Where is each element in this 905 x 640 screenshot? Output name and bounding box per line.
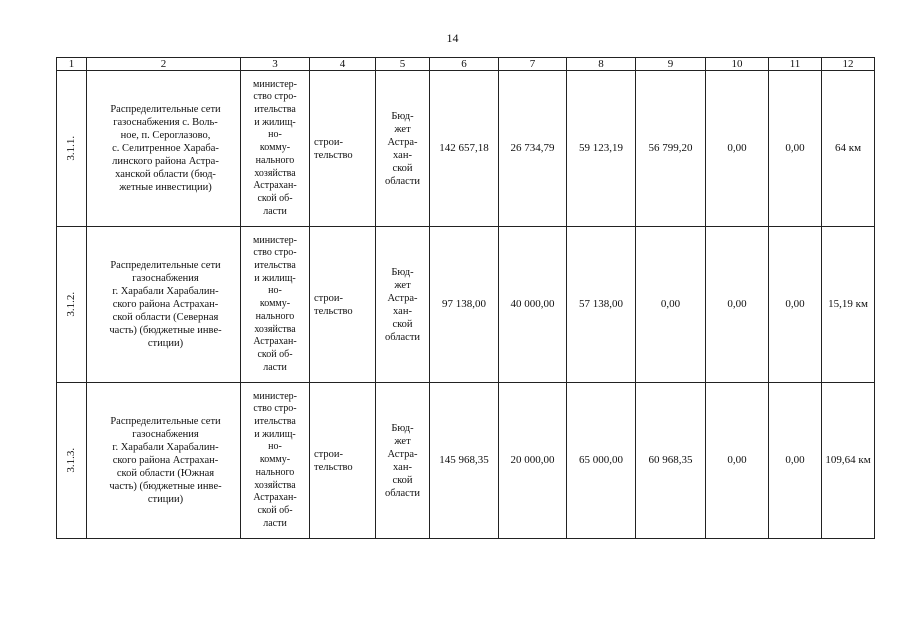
value-cell-10: 0,00 [706,227,769,383]
funding-source: Бюд- жет Астра- хан- ской области [384,110,421,187]
object-name: Распределительные сети газоснабжения г. Харабали Харабалин- ского района Астрахан- ской области (Южная часть) (бюджетные инве- стиции) [109,416,222,505]
responsible-body: министер- ство стро- ительства и жилищ- но- комму- нального хозяйства Астрахан- ской об- ласти [253,78,297,217]
value-cell-6: 145 968,35 [430,383,499,539]
value-cell-11: 0,00 [769,383,822,539]
column-header: 8 [567,58,636,71]
row-number-cell [57,71,87,227]
funding-source-cell [376,383,430,539]
column-header: 10 [706,58,769,71]
page-number: 14 [446,31,459,45]
value-cell-9: 0,00 [636,227,706,383]
table-row [57,383,875,539]
length-cell: 109,64 км [822,383,875,539]
value-cell-9: 56 799,20 [636,71,706,227]
value-cell-9: 60 968,35 [636,383,706,539]
work-type-cell [310,383,376,539]
length-cell: 15,19 км [822,227,875,383]
row-number: 3.1.2. [65,291,78,317]
value-cell-7: 20 000,00 [499,383,567,539]
work-type: строи- тельство [314,292,353,317]
work-type: строи- тельство [314,136,353,161]
responsible-cell [241,227,310,383]
responsible-body: министер- ство стро- ительства и жилищ- но- комму- нального хозяйства Астрахан- ской об- ласти [253,390,297,529]
row-number: 3.1.1. [65,135,78,161]
value-cell-10: 0,00 [706,71,769,227]
responsible-cell [241,71,310,227]
value-cell-8: 59 123,19 [567,71,636,227]
value-cell-11: 0,00 [769,71,822,227]
column-header: 9 [636,58,706,71]
value-cell-7: 40 000,00 [499,227,567,383]
value-cell-11: 0,00 [769,227,822,383]
object-name: Распределительные сети газоснабжения с. Воль- ное, п. Сероглазово, с. Селитренное Хараба- линского района Астра- ханской области (бюд- жетные инвестиции) [110,104,221,193]
value-cell-7: 26 734,79 [499,71,567,227]
funding-source: Бюд- жет Астра- хан- ской области [384,266,421,343]
row-number: 3.1.3. [65,447,78,473]
column-header: 6 [430,58,499,71]
column-header: 7 [499,58,567,71]
column-header: 1 [57,58,87,71]
object-name-cell [87,383,241,539]
work-type: строи- тельство [314,448,353,473]
responsible-cell [241,383,310,539]
value-cell-8: 65 000,00 [567,383,636,539]
value-cell-6: 97 138,00 [430,227,499,383]
object-name: Распределительные сети газоснабжения г. Харабали Харабалин- ского района Астрахан- ской области (Северная часть) (бюджетные инве- стиции) [109,260,222,349]
value-cell-10: 0,00 [706,383,769,539]
funding-source-cell [376,71,430,227]
work-type-cell [310,227,376,383]
investment-table [56,57,875,539]
column-header: 2 [87,58,241,71]
object-name-cell [87,71,241,227]
value-cell-8: 57 138,00 [567,227,636,383]
work-type-cell [310,71,376,227]
table-row [57,71,875,227]
column-header: 12 [822,58,875,71]
column-header: 3 [241,58,310,71]
row-number-cell [57,227,87,383]
value-cell-6: 142 657,18 [430,71,499,227]
column-header: 4 [310,58,376,71]
object-name-cell [87,227,241,383]
row-number-cell [57,383,87,539]
table-row [57,227,875,383]
responsible-body: министер- ство стро- ительства и жилищ- но- комму- нального хозяйства Астрахан- ской об- ласти [253,234,297,373]
funding-source-cell [376,227,430,383]
funding-source: Бюд- жет Астра- хан- ской области [384,422,421,499]
column-number-row [57,58,875,71]
column-header: 11 [769,58,822,71]
length-cell: 64 км [822,71,875,227]
column-header: 5 [376,58,430,71]
